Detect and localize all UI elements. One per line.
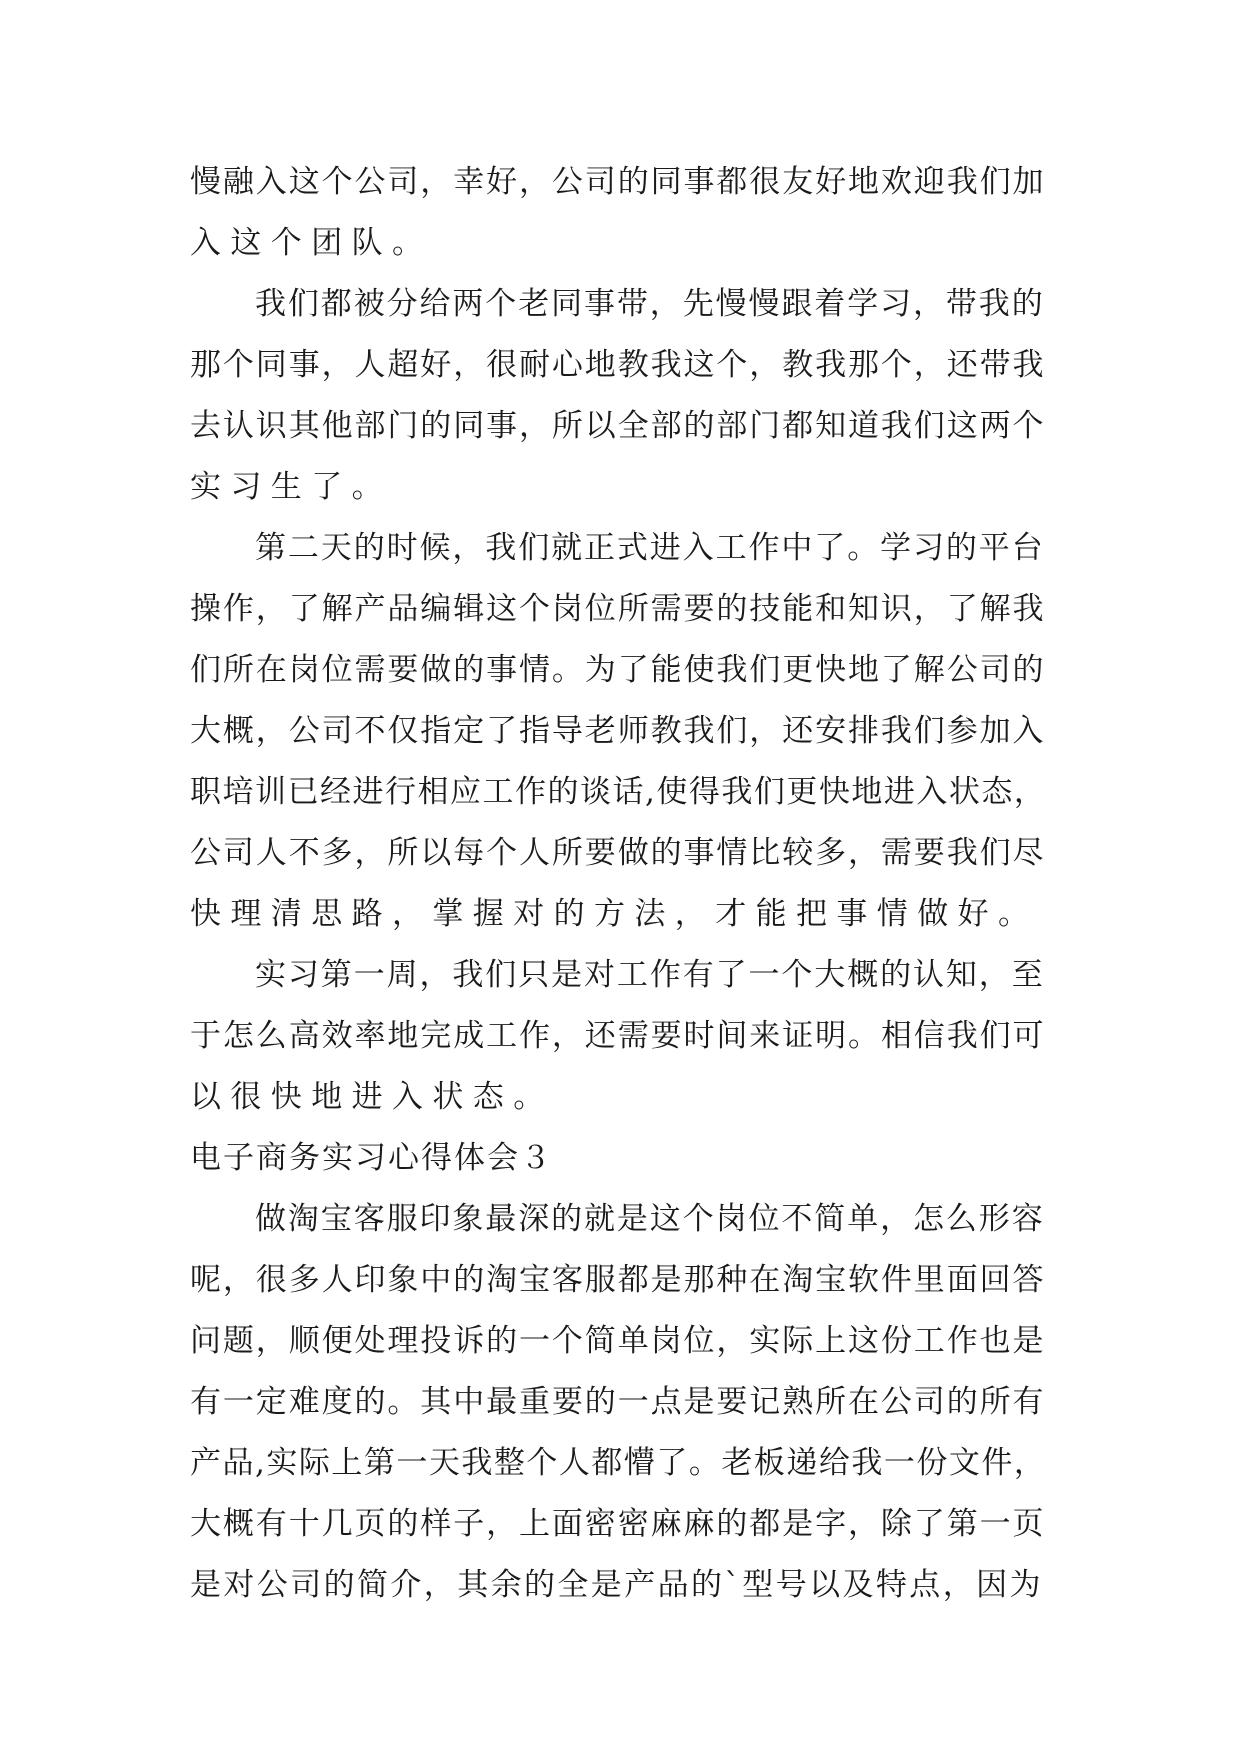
text-line: 有一定难度的。其中最重要的一点是要记熟所在公司的所有	[190, 1384, 1046, 1420]
text-line: 实习生了。	[190, 469, 392, 505]
text-line: 公司人不多，所以每个人所要做的事情比较多，需要我们尽	[190, 835, 1046, 871]
paragraph-start: 我们都被分给两个老同事带，先慢慢跟着学习，带我的	[255, 286, 1045, 322]
section-heading: 电子商务实习心得体会３	[190, 1140, 553, 1176]
text-line: 们所在岗位需要做的事情。为了能使我们更快地了解公司的	[190, 652, 1046, 688]
text-line: 大概，公司不仅指定了指导老师教我们，还安排我们参加入	[190, 713, 1046, 749]
text-line: 以很快地进入状态。	[190, 1079, 554, 1115]
paragraph-start: 实习第一周，我们只是对工作有了一个大概的认知，至	[255, 957, 1045, 993]
text-line: 是对公司的简介，其余的全是产品的`型号以及特点，因为	[190, 1567, 1043, 1603]
text-line: 产品,实际上第一天我整个人都懵了。老板递给我一份文件，	[190, 1445, 1047, 1481]
text-line: 大概有十几页的样子，上面密密麻麻的都是字，除了第一页	[190, 1506, 1046, 1542]
text-line: 职培训已经进行相应工作的谈话,使得我们更快地进入状态，	[190, 774, 1047, 810]
text-line: 问题，顺便处理投诉的一个简单岗位，实际上这份工作也是	[190, 1323, 1046, 1359]
paragraph-start: 做淘宝客服印象最深的就是这个岗位不简单，怎么形容	[255, 1201, 1045, 1237]
text-line: 快理清思路，掌握对的方法，才能把事情做好。	[190, 896, 1039, 932]
text-line: 呢，很多人印象中的淘宝客服都是那种在淘宝软件里面回答	[190, 1262, 1046, 1298]
paragraph-start: 第二天的时候，我们就正式进入工作中了。学习的平台	[255, 530, 1045, 566]
text-line: 去认识其他部门的同事，所以全部的部门都知道我们这两个	[190, 408, 1046, 444]
text-line: 于怎么高效率地完成工作，还需要时间来证明。相信我们可	[190, 1018, 1046, 1054]
text-line: 操作，了解产品编辑这个岗位所需要的技能和知识，了解我	[190, 591, 1046, 627]
text-line: 入这个团队。	[190, 225, 433, 261]
text-line: 慢融入这个公司，幸好，公司的同事都很友好地欢迎我们加	[190, 164, 1046, 200]
text-line: 那个同事，人超好，很耐心地教我这个，教我那个，还带我	[190, 347, 1046, 383]
